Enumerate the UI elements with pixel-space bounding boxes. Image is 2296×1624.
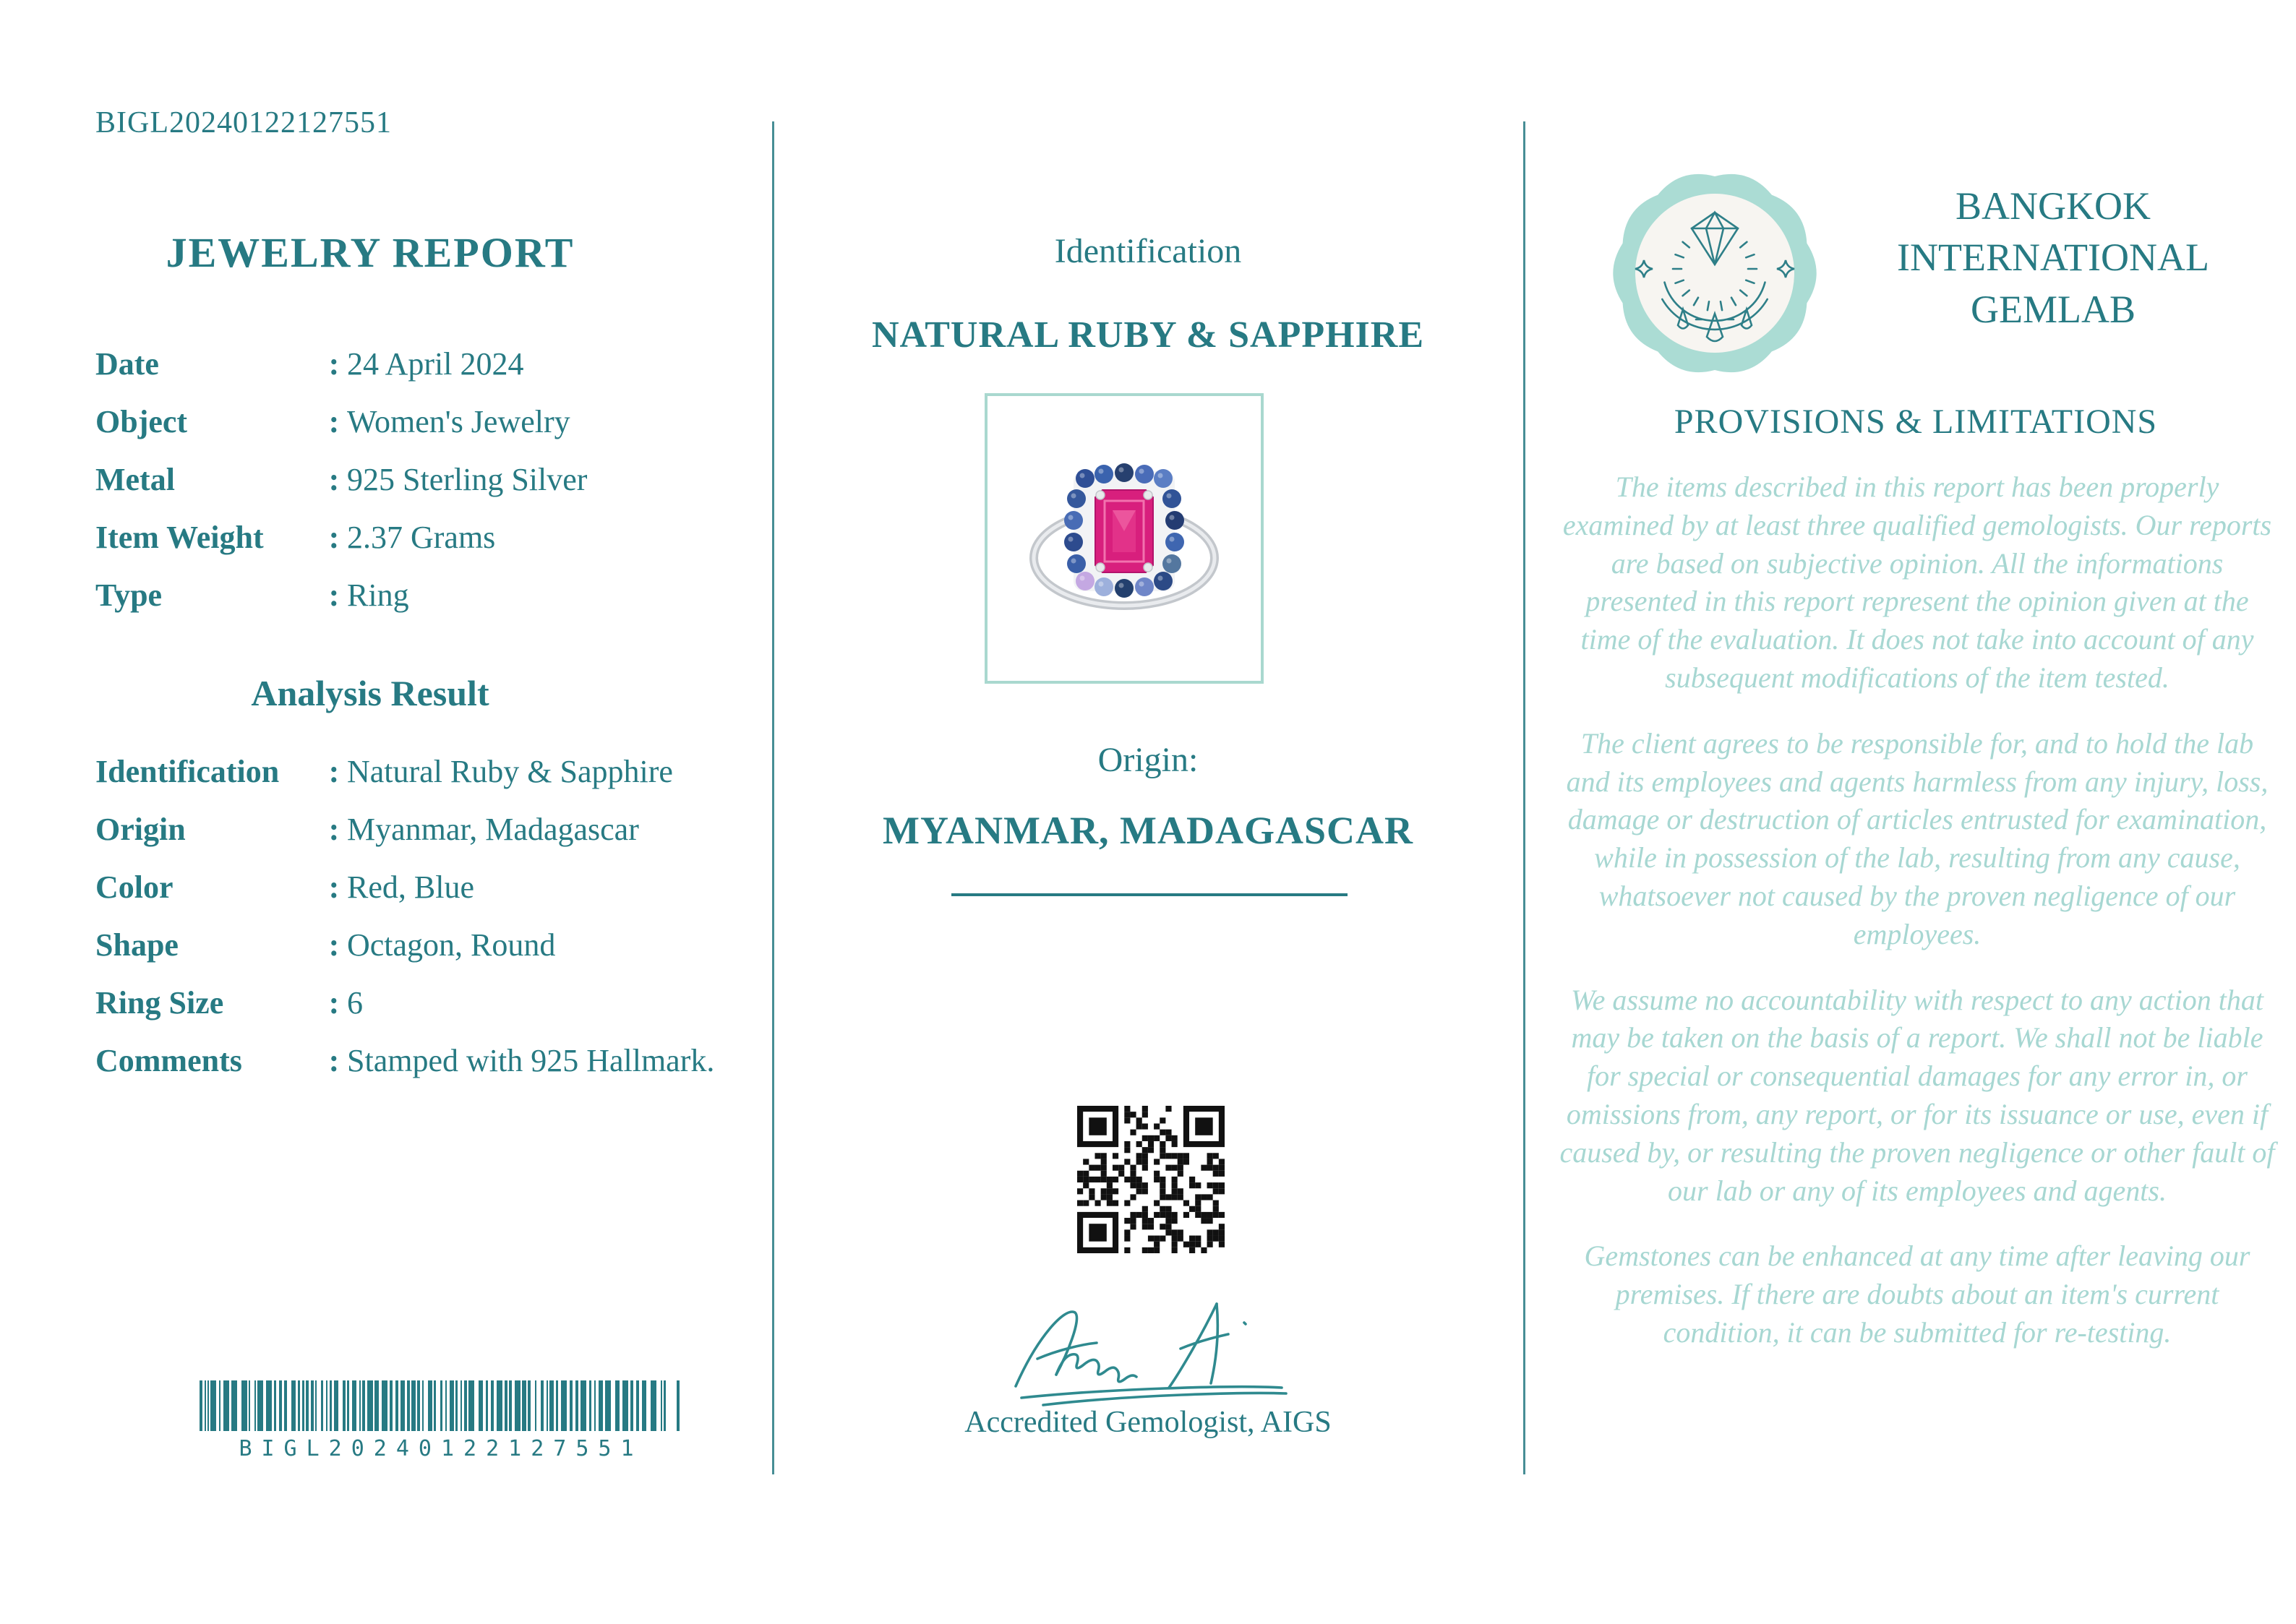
analysis-label: Shape <box>95 927 179 963</box>
gemologist-line: Accredited Gemologist, AIGS <box>964 1406 1332 1439</box>
analysis-label: Comments <box>95 1043 242 1078</box>
detail-row-date <box>95 345 746 403</box>
provisions-paragraph-2: The client agrees to be responsible for, and to hold the lab and its employees and agents harmless from any injury, loss, damage or destruction of articles entrusted for examination, while in possession of the lab, resulting from any cause, whatsoever not caused by the proven negligence of our employees. <box>1566 726 2269 950</box>
colon: : <box>328 1043 340 1078</box>
provisions-paragraph-1: The items described in this report has been properly examined by at least three qualified gemologists. Our reports are based on subjective opinion. All the informations presented in this report represent the opinion given at the time of the evaluation. It does not take into account of any subsequent modifications of the item tested. <box>1562 471 2272 694</box>
identification-result: NATURAL RUBY & SAPPHIRE <box>871 314 1425 356</box>
analysis-label: Color <box>95 869 174 905</box>
signature <box>995 1292 1299 1417</box>
detail-label: Object <box>95 404 188 439</box>
analysis-label: Identification <box>95 754 280 789</box>
detail-value: Women's Jewelry <box>347 404 570 439</box>
origin-label: Origin: <box>1097 741 1199 779</box>
analysis-result-title: Analysis Result <box>251 673 489 713</box>
report-title: JEWELRY REPORT <box>166 229 575 276</box>
colon: : <box>328 927 340 963</box>
lab-name-line1: BANGKOK <box>1956 184 2151 228</box>
colon: : <box>328 869 340 905</box>
analysis-row-comments <box>95 1042 746 1100</box>
colon: : <box>328 462 340 497</box>
analysis-value: Myanmar, Madagascar <box>347 812 639 847</box>
report-details <box>95 345 746 635</box>
analysis-value: Natural Ruby & Sapphire <box>347 754 673 789</box>
colon: : <box>328 812 340 847</box>
detail-row-weight <box>95 519 746 577</box>
identification-section-title: Identification <box>1054 232 1242 270</box>
analysis-row-origin <box>95 811 746 869</box>
analysis-label: Origin <box>95 812 186 847</box>
ring-illustration <box>1001 426 1247 650</box>
detail-value: Ring <box>347 577 409 613</box>
barcode <box>200 1380 682 1461</box>
analysis-row-ring-size <box>95 984 746 1042</box>
detail-value: 2.37 Grams <box>347 520 496 555</box>
detail-label: Type <box>95 577 163 613</box>
barcode-bars <box>200 1380 682 1431</box>
analysis-value: Octagon, Round <box>347 927 556 963</box>
colon: : <box>328 577 340 613</box>
analysis-value: 6 <box>347 985 363 1021</box>
analysis-row-shape <box>95 927 746 984</box>
colon: : <box>328 520 340 555</box>
detail-row-metal <box>95 461 746 519</box>
provisions-title: PROVISIONS & LIMITATIONS <box>1674 403 2158 441</box>
colon: : <box>328 404 340 439</box>
colon: : <box>328 985 340 1021</box>
analysis-value: Red, Blue <box>347 869 474 905</box>
detail-label: Date <box>95 346 159 382</box>
detail-row-type <box>95 577 746 635</box>
origin-value: MYANMAR, MADAGASCAR <box>883 809 1413 852</box>
analysis-row-identification <box>95 753 746 811</box>
provisions-paragraph-3: We assume no accountability with respect to any action that may be taken on the basis of a report. We shall not be liable for special or consequential damages for any error in, or omissions from, any report, or for its issuance or use, even if caused by, or resulting the proven negligence or other fault of our lab or any of its employees and agents. <box>1559 983 2275 1207</box>
analysis-results <box>95 753 746 1100</box>
detail-row-object <box>95 403 746 461</box>
report-number: BIGL20240122127551 <box>95 106 392 139</box>
lab-name <box>1829 181 2277 335</box>
origin-underline <box>951 893 1348 896</box>
ring-photo <box>985 393 1264 684</box>
analysis-row-color <box>95 869 746 927</box>
qr-code <box>1077 1106 1225 1253</box>
lab-name-line2: INTERNATIONAL <box>1897 236 2209 280</box>
barcode-text: BIGL20240122127551 <box>239 1436 643 1461</box>
provisions-paragraph-4: Gemstones can be enhanced at any time after leaving our premises. If there are doubts about an item's current condition, it can be submitted for re-testing. <box>1584 1240 2250 1349</box>
lab-name-line3: GEMLAB <box>1971 287 2136 331</box>
detail-value: 24 April 2024 <box>347 346 524 382</box>
provisions-paragraphs <box>1559 468 2276 1380</box>
detail-label: Item Weight <box>95 520 264 555</box>
colon: : <box>328 754 340 789</box>
analysis-label: Ring Size <box>95 985 224 1021</box>
detail-value: 925 Sterling Silver <box>347 462 588 497</box>
analysis-value: Stamped with 925 Hallmark. <box>347 1043 715 1078</box>
colon: : <box>328 346 340 382</box>
lab-logo-badge <box>1606 165 1823 382</box>
detail-label: Metal <box>95 462 175 497</box>
